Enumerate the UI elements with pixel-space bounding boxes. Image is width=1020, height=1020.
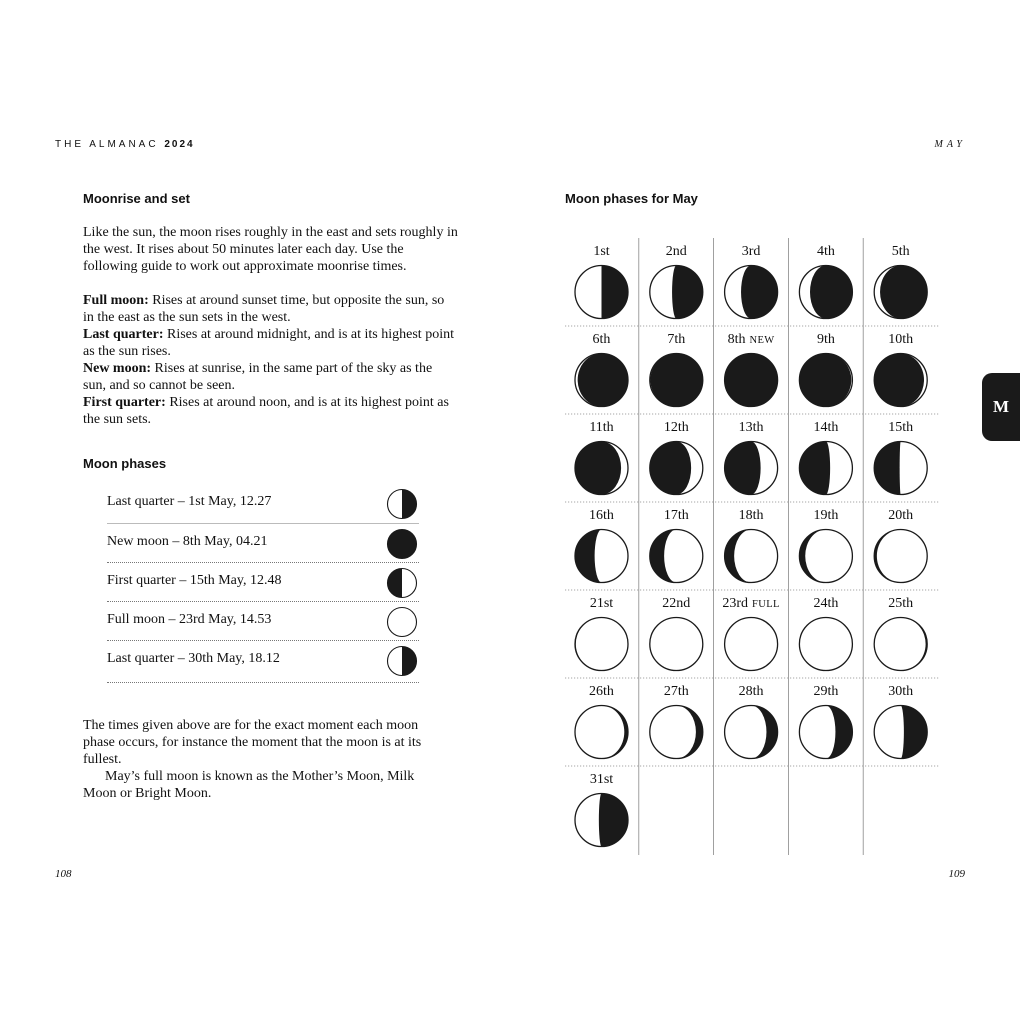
day-label: 3rd [741, 244, 761, 259]
moon-phase-icon [650, 354, 703, 407]
day-cell [799, 244, 852, 319]
day-label: 4th [816, 244, 835, 259]
new-moon-icon [386, 528, 418, 560]
day-cell [799, 684, 852, 759]
last-quarter-moon-icon [386, 488, 418, 520]
day-cell [575, 596, 628, 671]
phase-row [107, 563, 419, 602]
day-label: 2nd [665, 244, 687, 259]
day-label: 14th [813, 420, 839, 435]
phase-row [107, 524, 419, 563]
running-header-month: MAY [934, 139, 966, 150]
day-cell [874, 244, 927, 319]
day-cell [722, 596, 780, 671]
phase-notes [83, 717, 445, 802]
day-cell [650, 508, 703, 583]
day-cell [650, 596, 703, 671]
moon-phase-icon [575, 442, 628, 495]
moon-phase-icon [575, 706, 628, 759]
page-number-right: 109 [948, 868, 965, 880]
day-label: 21st [589, 596, 614, 611]
day-label: 31st [589, 772, 614, 787]
day-label: 5th [891, 244, 910, 259]
day-cell [874, 332, 927, 407]
moon-phase-icon [725, 266, 778, 319]
day-cell [650, 420, 703, 495]
guide-first-quarter: First quarter: Rises at around noon, and is at its highest point as the sun sets. [83, 395, 449, 427]
day-cell [650, 332, 703, 407]
day-cell [874, 508, 927, 583]
moon-phase-icon [650, 618, 703, 671]
phase-label: Last quarter – 30th May, 18.12 [107, 651, 280, 666]
moon-phase-icon [650, 266, 703, 319]
moon-phase-icon [874, 706, 927, 759]
day-label: 16th [589, 508, 614, 523]
day-label: 27th [663, 684, 689, 699]
month-thumb-tab[interactable]: M [982, 373, 1020, 441]
day-label: 20th [888, 508, 914, 523]
phase-row [107, 484, 419, 524]
last-quarter-moon-icon [386, 645, 418, 677]
day-cell [725, 684, 778, 759]
day-label: 24th [813, 596, 839, 611]
day-label: 23rd FULL [722, 596, 780, 611]
moon-phase-icon [575, 354, 628, 407]
moon-phase-icon [725, 442, 778, 495]
moon-phase-icon [725, 618, 778, 671]
day-cell [799, 596, 852, 671]
day-label: 26th [589, 684, 614, 699]
day-label: 22nd [662, 596, 691, 611]
day-label: 28th [738, 684, 764, 699]
day-label: 30th [888, 684, 914, 699]
notes-paragraph-2: May’s full moon is known as the Mother’s Moon, Milk Moon or Bright Moon. [83, 769, 415, 801]
moon-phase-icon [650, 530, 703, 583]
moon-phase-icon [725, 706, 778, 759]
guide-last-quarter: Last quarter: Rises at around midnight, and is at its highest point as the sun rises. [83, 327, 454, 359]
moon-phase-icon [874, 530, 927, 583]
day-label: 19th [813, 508, 839, 523]
moon-phase-icon [575, 266, 628, 319]
moon-phase-icon [650, 442, 703, 495]
day-cell [650, 244, 703, 319]
moon-phases-table [107, 484, 419, 683]
moon-phases-heading: Moon phases [83, 456, 167, 471]
day-cell [575, 508, 628, 583]
guide-new-moon: New moon: Rises at sunrise, in the same part of the sky as the sun, and so cannot be seen. [83, 361, 433, 393]
moon-phase-icon [874, 354, 927, 407]
moonrise-intro: Like the sun, the moon rises roughly in the east and sets roughly in the west. It rises about 50 minutes later each day. Use the following guide to work out approximate moonrise times. [83, 225, 458, 274]
moon-phase-icon [725, 530, 778, 583]
moon-phase-icon [799, 618, 852, 671]
day-cell [799, 508, 852, 583]
day-cell [874, 684, 927, 759]
day-label: 29th [813, 684, 839, 699]
day-cell [725, 420, 778, 495]
phase-label: Last quarter – 1st May, 12.27 [107, 494, 272, 509]
first-quarter-moon-icon [386, 567, 418, 599]
day-label: 15th [888, 420, 914, 435]
book-year: 2024 [164, 139, 195, 150]
moon-phase-icon [725, 354, 778, 407]
moon-phase-icon [799, 530, 852, 583]
day-cell [725, 508, 778, 583]
guide-full-moon: Full moon: Rises at around sunset time, but opposite the sun, so in the east as the sun sets in the west. [83, 293, 445, 325]
day-cell [874, 420, 927, 495]
moon-phase-icon [575, 794, 628, 847]
day-label: 12th [663, 420, 689, 435]
day-label: 10th [888, 332, 914, 347]
day-cell [874, 596, 927, 671]
moon-phase-icon [874, 266, 927, 319]
day-cell [575, 332, 628, 407]
day-cell [725, 244, 778, 319]
moon-phase-icon [874, 442, 927, 495]
phase-row [107, 641, 419, 683]
day-cell [575, 244, 628, 319]
day-label: 25th [888, 596, 914, 611]
phase-label: New moon – 8th May, 04.21 [107, 534, 268, 549]
day-label: 18th [738, 508, 764, 523]
running-header-left [55, 139, 195, 150]
moon-phase-icon [575, 618, 628, 671]
phase-row [107, 602, 419, 641]
day-label: 9th [816, 332, 835, 347]
moon-phases-for-may-heading: Moon phases for May [565, 191, 698, 206]
moon-phase-icon [650, 706, 703, 759]
moon-phase-icon [799, 442, 852, 495]
day-cell [650, 684, 703, 759]
book-title: THE ALMANAC [55, 139, 159, 150]
day-label: 1st [593, 244, 610, 259]
moon-phase-calendar [565, 238, 939, 858]
day-cell [575, 772, 628, 847]
day-cell [575, 420, 628, 495]
day-label: 17th [663, 508, 689, 523]
day-label: 13th [738, 420, 764, 435]
moon-phase-icon [575, 530, 628, 583]
phase-label: First quarter – 15th May, 12.48 [107, 573, 282, 588]
moon-phase-icon [799, 266, 852, 319]
phase-label: Full moon – 23rd May, 14.53 [107, 612, 272, 627]
moon-phase-icon [799, 706, 852, 759]
moonrise-heading: Moonrise and set [83, 191, 190, 206]
day-label: 11th [589, 420, 614, 435]
moon-phase-icon [799, 354, 852, 407]
notes-paragraph-1: The times given above are for the exact moment each moon phase occurs, for instance the moment that the moon is at its fullest. [83, 718, 422, 767]
day-cell [725, 332, 778, 407]
page-number-left: 108 [55, 868, 72, 880]
day-label: 7th [667, 332, 686, 347]
moonrise-body [83, 224, 458, 428]
day-cell [575, 684, 628, 759]
moon-phase-icon [874, 618, 927, 671]
day-label: 8th NEW [727, 332, 775, 347]
day-cell [799, 332, 852, 407]
day-cell [799, 420, 852, 495]
day-label: 6th [592, 332, 611, 347]
full-moon-icon [386, 606, 418, 638]
